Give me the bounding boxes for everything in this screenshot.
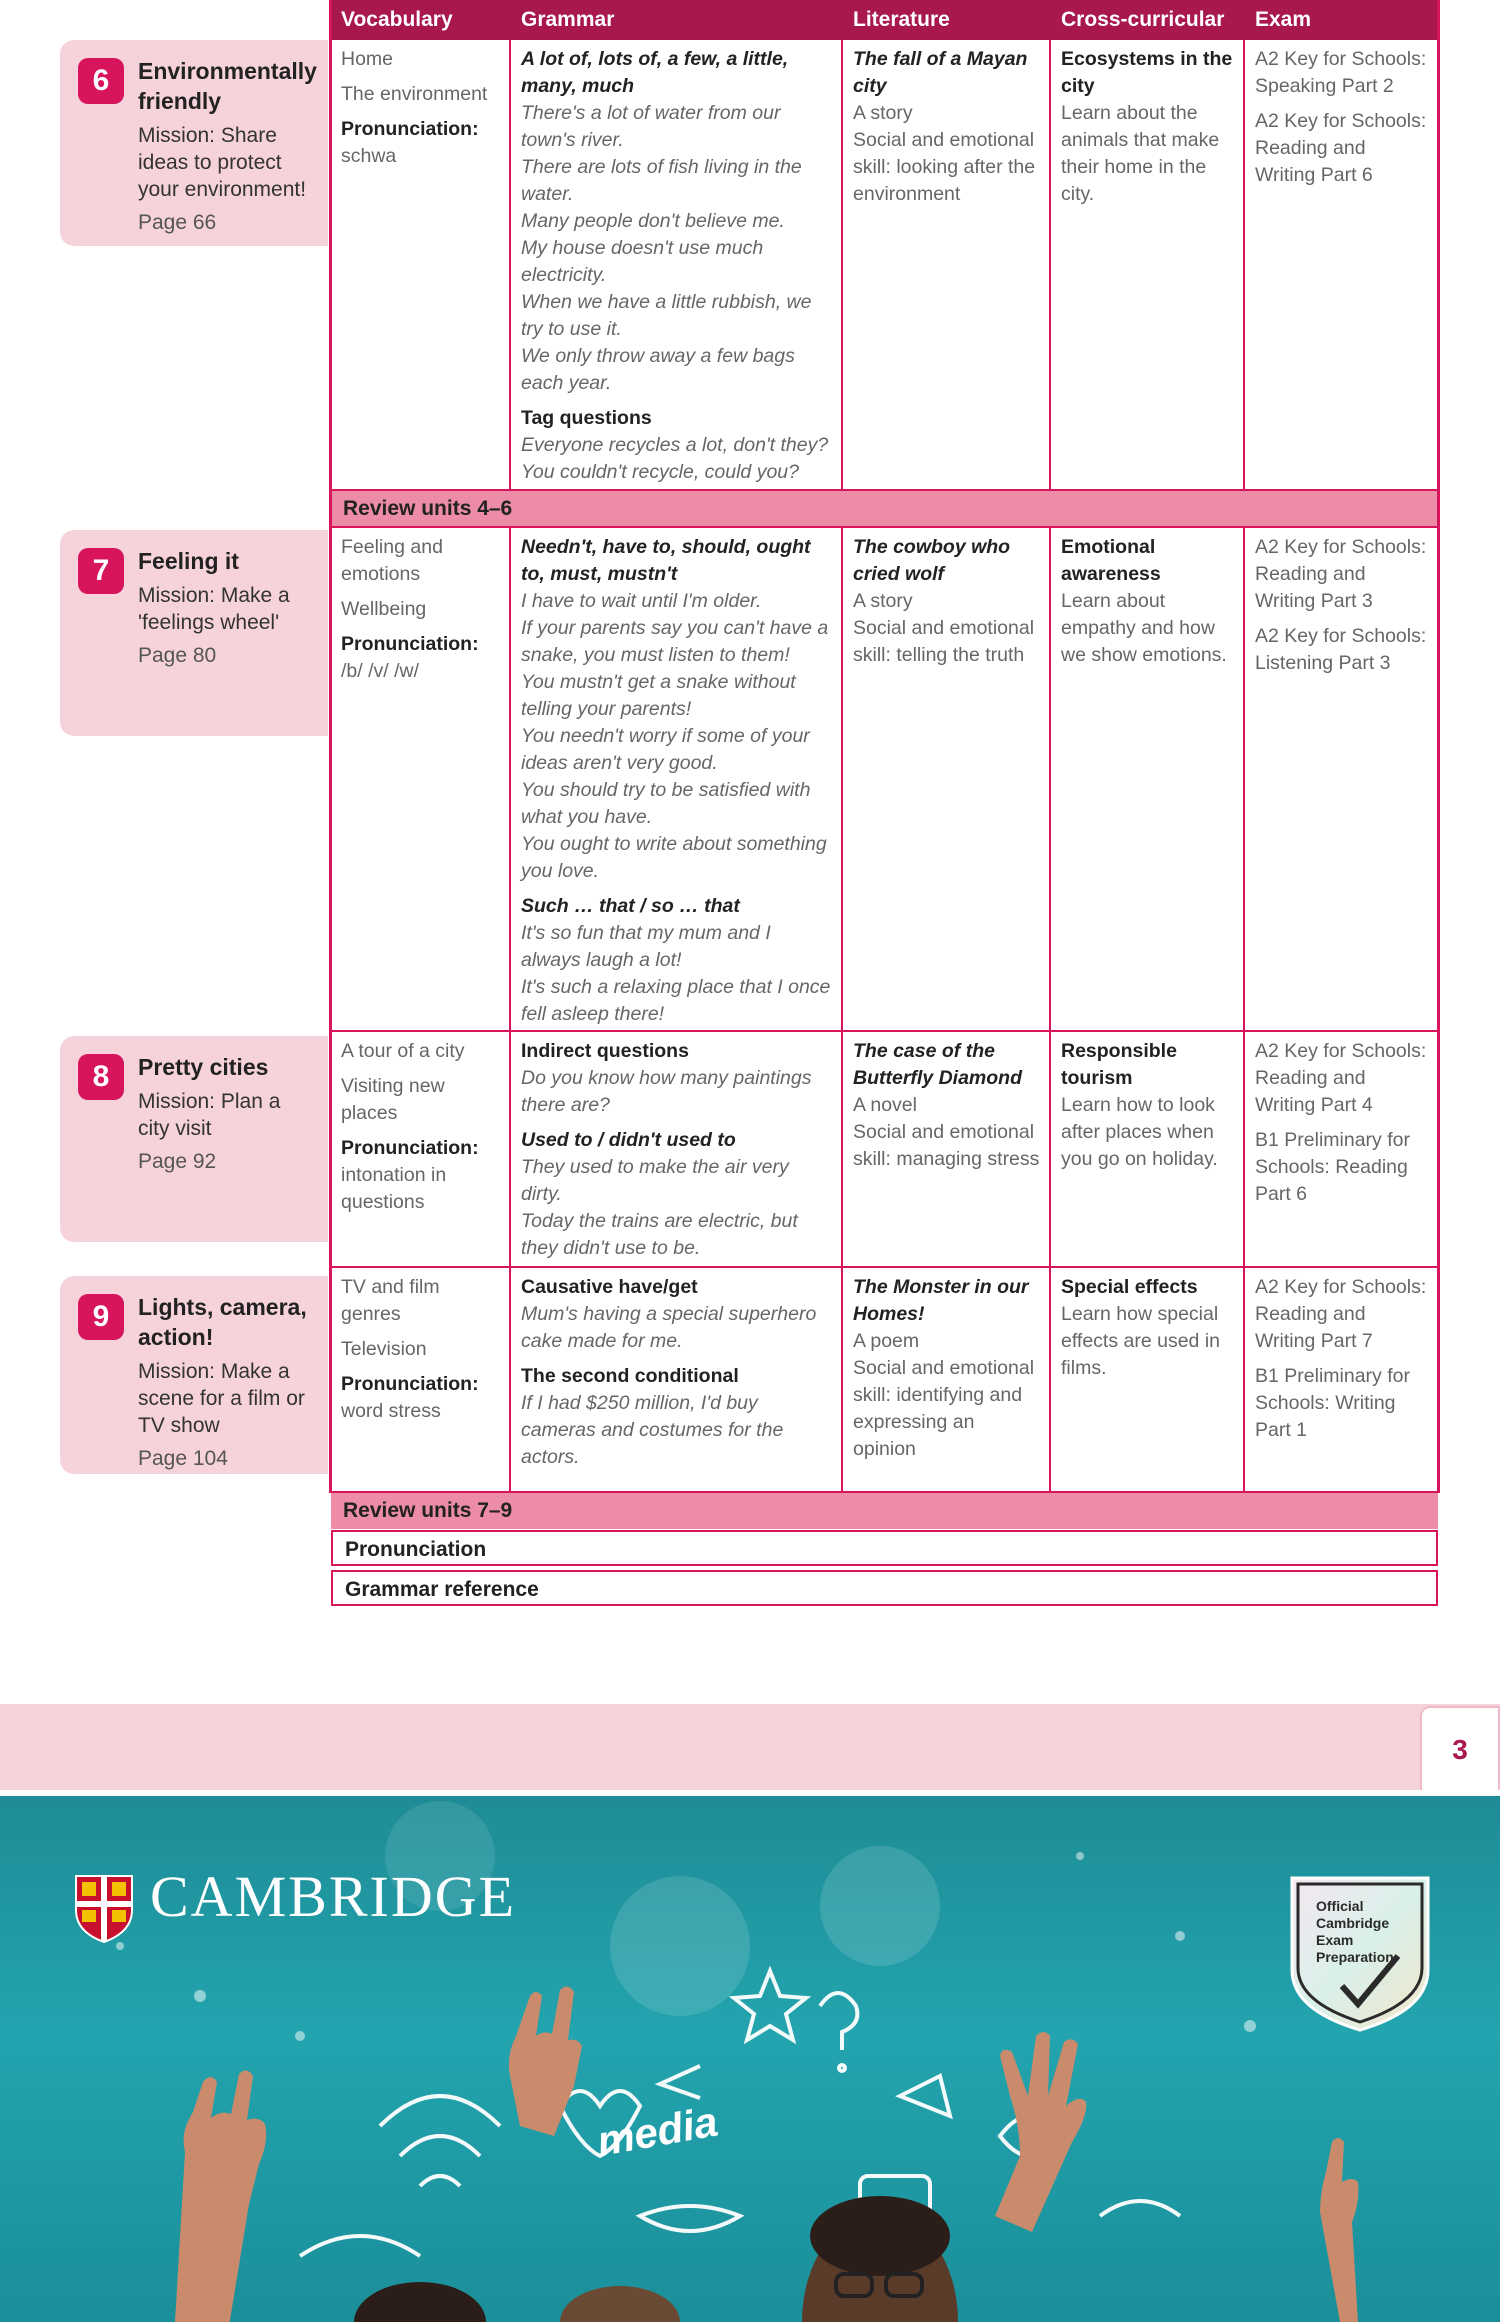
row-divider	[329, 1266, 1440, 1268]
literature-line: Social and emotional skill: looking after the environment	[853, 129, 1036, 205]
unit-mission: Mission: Make a scene for a film or TV show	[138, 1360, 305, 1437]
page-number: 3	[1420, 1706, 1500, 1790]
column-divider	[509, 40, 511, 491]
vocab-item: The environment	[341, 83, 488, 105]
column-divider	[1049, 40, 1051, 491]
grammar-example: I have to wait until I'm older.	[521, 590, 762, 612]
grammar-heading: Used to / didn't used to	[521, 1129, 736, 1151]
unit-page-ref: Page 104	[138, 1447, 228, 1470]
literature-line: Social and emotional skill: telling the truth	[853, 617, 1035, 666]
unit-card-7	[60, 530, 328, 736]
pronunciation-label: Pronunciation:	[341, 1373, 479, 1395]
literature-cell	[843, 528, 1051, 1030]
table-border-left	[329, 0, 332, 1493]
grammar-example: Do you know how many paintings there are?	[521, 1067, 812, 1116]
column-divider	[509, 527, 511, 1493]
header-grammar: Grammar	[521, 8, 615, 31]
grammar-heading: Causative have/get	[521, 1276, 698, 1298]
grammar-example: There are lots of fish living in the water.	[521, 156, 802, 205]
vocab-item: Home	[341, 48, 394, 70]
exam-cell	[1245, 528, 1438, 1030]
raised-hands	[175, 1986, 1358, 2322]
pronunciation-value: intonation in questions	[341, 1164, 447, 1213]
grammar-example: My house doesn't use much electricity.	[521, 237, 764, 286]
literature-cell	[843, 1268, 1051, 1492]
vocab-item: Feeling and emotions	[341, 536, 443, 585]
cross-curricular-text: Learn about the animals that make their home in the city.	[1061, 102, 1220, 205]
child-figure	[354, 2196, 958, 2322]
header-literature: Literature	[853, 8, 950, 31]
exam-item: A2 Key for Schools: Listening Part 3	[1255, 625, 1427, 674]
badge-label: Official Cambridge Exam Preparation	[1316, 1898, 1394, 1965]
literature-title: The fall of a Mayan city	[853, 48, 1028, 97]
exam-item: A2 Key for Schools: Reading and Writing Part 4	[1255, 1040, 1427, 1116]
exam-item: A2 Key for Schools: Speaking Part 2	[1255, 48, 1427, 97]
cross-curricular-cell	[1051, 40, 1245, 490]
unit-number-badge: 6	[78, 58, 124, 104]
cross-curricular-title: Responsible tourism	[1061, 1040, 1177, 1089]
grammar-example: If I had $250 million, I'd buy cameras and costumes for the actors.	[521, 1392, 784, 1468]
column-divider	[1243, 527, 1245, 1493]
cambridge-wordmark: CAMBRIDGE	[150, 1864, 517, 1929]
row-divider	[329, 1491, 1440, 1493]
exam-cell	[1245, 40, 1438, 490]
vocab-item: A tour of a city	[341, 1040, 465, 1062]
grammar-example: Everyone recycles a lot, don't they?	[521, 434, 829, 456]
grammar-heading: Tag questions	[521, 407, 652, 429]
unit-page-ref: Page 92	[138, 1150, 217, 1173]
cross-curricular-title: Emotional awareness	[1061, 536, 1161, 585]
grammar-cell	[511, 528, 843, 1030]
literature-title: The cowboy who cried wolf	[853, 536, 1011, 585]
literature-cell	[843, 40, 1051, 490]
exam-cell	[1245, 1032, 1438, 1268]
cross-curricular-text: Learn how special effects are used in films.	[1061, 1303, 1220, 1379]
unit-mission: Mission: Share ideas to protect your environment!	[138, 124, 307, 201]
unit-card-8	[60, 1036, 328, 1242]
cambridge-crest-icon	[74, 1874, 134, 1944]
pronunciation-value: /b/ /v/ /w/	[341, 660, 420, 682]
grammar-example: We only throw away a few bags each year.	[521, 345, 795, 394]
table-border-right	[1437, 0, 1440, 1493]
literature-line: Social and emotional skill: identifying and expressing an opinion	[853, 1357, 1035, 1460]
exam-item: B1 Preliminary for Schools: Reading Part 6	[1255, 1129, 1410, 1205]
grammar-example: They used to make the air very dirty.	[521, 1156, 789, 1205]
pronunciation-bar: Pronunciation	[331, 1530, 1438, 1566]
grammar-example: You should try to be satisfied with what you have.	[521, 779, 811, 828]
column-divider	[1049, 527, 1051, 1493]
grammar-cell	[511, 40, 843, 490]
vocab-item: Visiting new places	[341, 1075, 445, 1124]
literature-title: The case of the Butterfly Diamond	[853, 1040, 1023, 1089]
header-exam: Exam	[1255, 8, 1312, 31]
vocabulary-cell	[331, 40, 509, 490]
review-bar: Review units 4–6	[331, 491, 1438, 527]
vocabulary-cell	[331, 1032, 509, 1268]
column-divider	[841, 40, 843, 491]
grammar-example: Today the trains are electric, but they didn't use to be.	[521, 1210, 798, 1259]
unit-card-6	[60, 40, 328, 246]
unit-mission: Mission: Make a 'feelings wheel'	[138, 584, 290, 634]
grammar-heading: The second conditional	[521, 1365, 739, 1387]
pronunciation-label: Pronunciation:	[341, 118, 479, 140]
vocab-item: TV and film genres	[341, 1276, 440, 1325]
cross-curricular-text: Learn how to look after places when you go on holiday.	[1061, 1094, 1218, 1170]
grammar-heading: Needn't, have to, should, ought to, must, mustn't	[521, 536, 811, 585]
header-vocabulary: Vocabulary	[341, 8, 453, 31]
pronunciation-label: Pronunciation:	[341, 633, 479, 655]
grammar-example: There's a lot of water from our town's river.	[521, 102, 781, 151]
exam-cell	[1245, 1268, 1438, 1492]
grammar-example: It's such a relaxing place that I once fell asleep there!	[521, 976, 831, 1025]
grammar-example: Many people don't believe me.	[521, 210, 785, 232]
cross-curricular-text: Learn about empathy and how we show emotions.	[1061, 590, 1227, 666]
exam-item: A2 Key for Schools: Reading and Writing Part 3	[1255, 536, 1427, 612]
row-divider	[329, 489, 1440, 491]
row-divider	[329, 526, 1440, 528]
grammar-example: You mustn't get a snake without telling your parents!	[521, 671, 796, 720]
header-cross-curricular: Cross-curricular	[1061, 8, 1225, 31]
literature-line: A story	[853, 590, 913, 612]
grammar-example: Mum's having a special superhero cake made for me.	[521, 1303, 817, 1352]
review-bar: Review units 7–9	[331, 1493, 1438, 1529]
literature-line: A poem	[853, 1330, 920, 1352]
literature-cell	[843, 1032, 1051, 1268]
unit-mission: Mission: Plan a city visit	[138, 1090, 281, 1140]
grammar-reference-bar: Grammar reference	[331, 1570, 1438, 1606]
grammar-example: You needn't worry if some of your ideas aren't very good.	[521, 725, 810, 774]
pronunciation-value: schwa	[341, 145, 397, 167]
exam-item: A2 Key for Schools: Reading and Writing Part 6	[1255, 110, 1427, 186]
column-divider	[1243, 40, 1245, 491]
pronunciation-value: word stress	[341, 1400, 441, 1422]
pronunciation-label: Pronunciation:	[341, 1137, 479, 1159]
grammar-cell	[511, 1032, 843, 1268]
grammar-example: You couldn't recycle, could you?	[521, 461, 799, 483]
grammar-example: If your parents say you can't have a snake, you must listen to them!	[521, 617, 829, 666]
cross-curricular-cell	[1051, 528, 1245, 1030]
grammar-example: When we have a little rubbish, we try to use it.	[521, 291, 812, 340]
unit-title: Lights, camera, action!	[138, 1294, 307, 1350]
unit-number-badge: 9	[78, 1294, 124, 1340]
grammar-heading: A lot of, lots of, a few, a little, many, much	[521, 48, 789, 97]
row-divider	[329, 1030, 1440, 1032]
grammar-example: You ought to write about something you love.	[521, 833, 827, 882]
cross-curricular-cell	[1051, 1268, 1245, 1492]
unit-title: Pretty cities	[138, 1054, 269, 1080]
unit-title: Feeling it	[138, 548, 239, 574]
vocab-item: Television	[341, 1338, 427, 1360]
literature-line: A novel	[853, 1094, 917, 1116]
literature-line: Social and emotional skill: managing stress	[853, 1121, 1040, 1170]
grammar-cell	[511, 1268, 843, 1492]
unit-title: Environmentally friendly	[138, 58, 317, 114]
grammar-example: It's so fun that my mum and I always laugh a lot!	[521, 922, 771, 971]
cross-curricular-title: Special effects	[1061, 1276, 1198, 1298]
unit-page-ref: Page 66	[138, 211, 217, 234]
doodle-word: media	[593, 2097, 722, 2165]
vocabulary-cell	[331, 528, 509, 1030]
cross-curricular-cell	[1051, 1032, 1245, 1268]
footer-band	[0, 1704, 1500, 1790]
unit-card-9	[60, 1276, 328, 1474]
exam-item: A2 Key for Schools: Reading and Writing Part 7	[1255, 1276, 1427, 1352]
vocab-item: Wellbeing	[341, 598, 427, 620]
unit-number-badge: 8	[78, 1054, 124, 1100]
cross-curricular-title: Ecosystems in the city	[1061, 48, 1233, 97]
literature-title: The Monster in our Homes!	[853, 1276, 1029, 1325]
vocabulary-cell	[331, 1268, 509, 1492]
unit-page-ref: Page 80	[138, 644, 217, 667]
column-divider	[841, 527, 843, 1493]
grammar-heading: Indirect questions	[521, 1040, 689, 1062]
cover-image	[0, 1796, 1500, 2322]
exam-item: B1 Preliminary for Schools: Writing Part 1	[1255, 1365, 1410, 1441]
grammar-heading: Such … that / so … that	[521, 895, 740, 917]
unit-number-badge: 7	[78, 548, 124, 594]
literature-line: A story	[853, 102, 913, 124]
